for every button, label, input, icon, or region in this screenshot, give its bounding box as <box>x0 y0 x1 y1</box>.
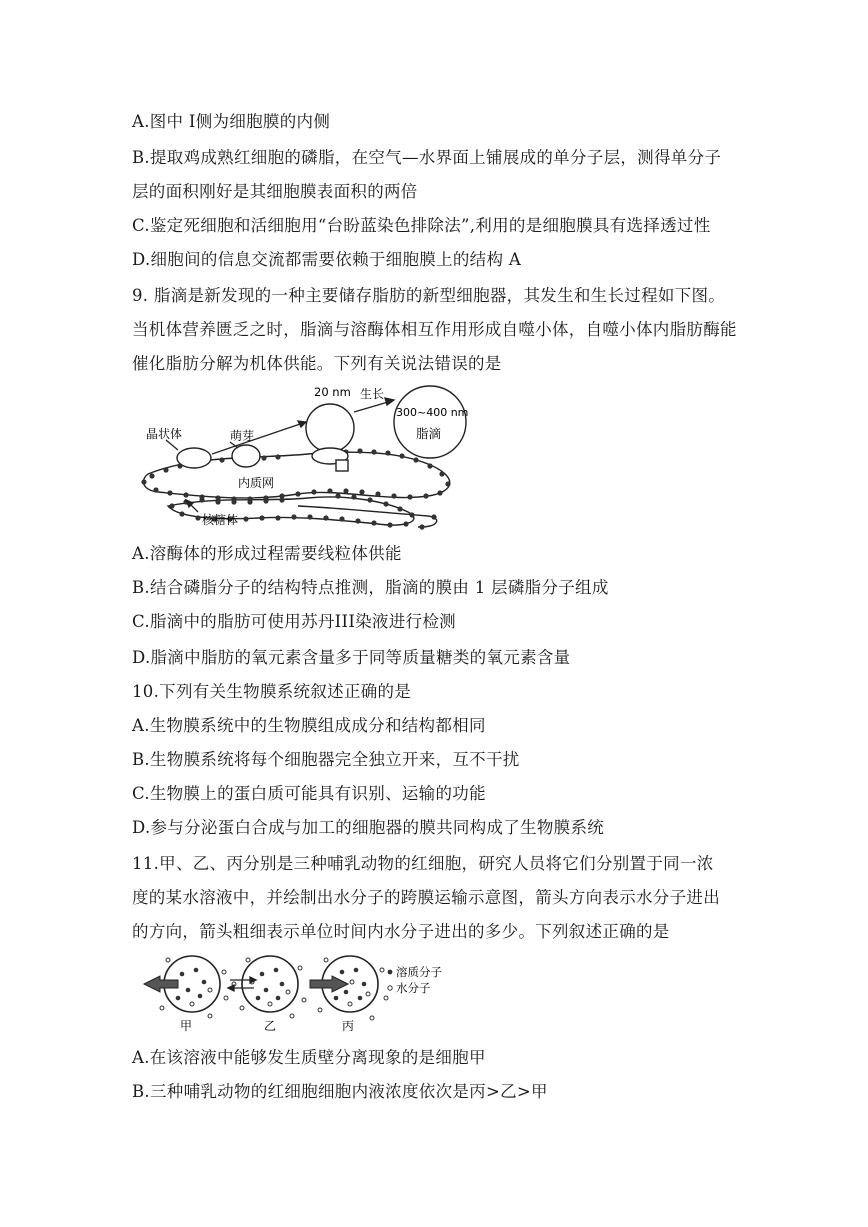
cell-label-jia: 甲 <box>180 1019 193 1033</box>
cell-label-bing: 丙 <box>342 1019 355 1033</box>
crystal-body-label: 晶状体 <box>146 427 183 441</box>
q11-stem-line-1: 11.甲、乙、丙分别是三种哺乳动物的红细胞，研究人员将它们分别置于同一浓 <box>132 854 714 873</box>
q8-option-b: B.提取鸡成熟红细胞的磷脂，在空气—水界面上铺展成的单分子层，测得单分子 <box>132 148 722 167</box>
legend-solute-label: 溶质分子 <box>396 965 442 979</box>
q11-option-a: A.在该溶液中能够发生质壁分离现象的是细胞甲 <box>132 1048 486 1067</box>
q9-option-c: C.脂滴中的脂肪可使用苏丹III染液进行检测 <box>132 612 456 631</box>
q10-option-b: B.生物膜系统将每个细胞器完全独立开来，互不干扰 <box>132 750 520 769</box>
cell-bing <box>310 956 388 1020</box>
small-size-label: 20 nm <box>314 385 351 399</box>
diagram-legend <box>388 965 443 995</box>
q10-option-c: C.生物膜上的蛋白质可能具有识别、运输的功能 <box>132 784 486 803</box>
cell-yi <box>228 956 306 1018</box>
cell-jia <box>144 956 236 1018</box>
legend-water-label: 水分子 <box>396 981 431 995</box>
er-label: 内质网 <box>238 476 275 490</box>
solute-legend-icon <box>388 970 393 975</box>
q9-stem-line-3: 催化脂肪分解为机体供能。下列有关说法错误的是 <box>132 354 502 373</box>
q8-option-b-cont: 层的面积刚好是其细胞膜表面积的两倍 <box>132 182 418 201</box>
grow-label: 生长 <box>360 387 385 401</box>
q9-stem-line-1: 9. 脂滴是新发现的一种主要储存脂肪的新型细胞器，其发生和生长过程如下图。 <box>132 286 726 305</box>
q9-option-d: D.脂滴中脂肪的氧元素含量多于同等质量糖类的氧元素含量 <box>132 648 571 667</box>
lipid-droplet-diagram <box>138 384 474 530</box>
sprout-label: 萌芽 <box>230 429 255 443</box>
q9-stem-line-2: 当机体营养匮乏之时，脂滴与溶酶体相互作用形成自噬小体，自噬小体内脂肪酶能 <box>132 320 737 339</box>
q10-option-a: A.生物膜系统中的生物膜组成成分和结构都相同 <box>132 716 486 735</box>
ribosome-label: 核糖体 <box>202 513 239 527</box>
droplet-label: 脂滴 <box>416 426 442 441</box>
q10-option-d: D.参与分泌蛋白合成与加工的细胞器的膜共同构成了生物膜系统 <box>132 818 605 837</box>
q8-option-a: A.图中 Ⅰ侧为细胞膜的内侧 <box>132 112 331 131</box>
q8-option-d: D.细胞间的信息交流都需要依赖于细胞膜上的结构 A <box>132 250 522 269</box>
q8-option-c: C.鉴定死细胞和活细胞用“台盼蓝染色排除法”,利用的是细胞膜具有选择透过性 <box>132 216 711 235</box>
q11-stem-line-2: 度的某水溶液中，并绘制出水分子的跨膜运输示意图，箭头方向表示水分子进出 <box>132 888 720 907</box>
cell-label-yi: 乙 <box>264 1019 277 1033</box>
q9-option-b: B.结合磷脂分子的结构特点推测，脂滴的膜由 1 层磷脂分子组成 <box>132 578 609 597</box>
q11-option-b: B.三种哺乳动物的红细胞细胞内液浓度依次是丙>乙>甲 <box>132 1082 548 1101</box>
q9-option-a: A.溶酶体的形成过程需要线粒体供能 <box>132 544 402 563</box>
large-size-label: 300~400 nm <box>396 406 469 419</box>
q10-stem: 10.下列有关生物膜系统叙述正确的是 <box>132 682 412 701</box>
water-transport-diagram <box>138 952 488 1036</box>
water-legend-icon <box>388 986 392 990</box>
q11-stem-line-3: 的方向，箭头粗细表示单位时间内水分子进出的多少。下列叙述正确的是 <box>132 922 670 941</box>
